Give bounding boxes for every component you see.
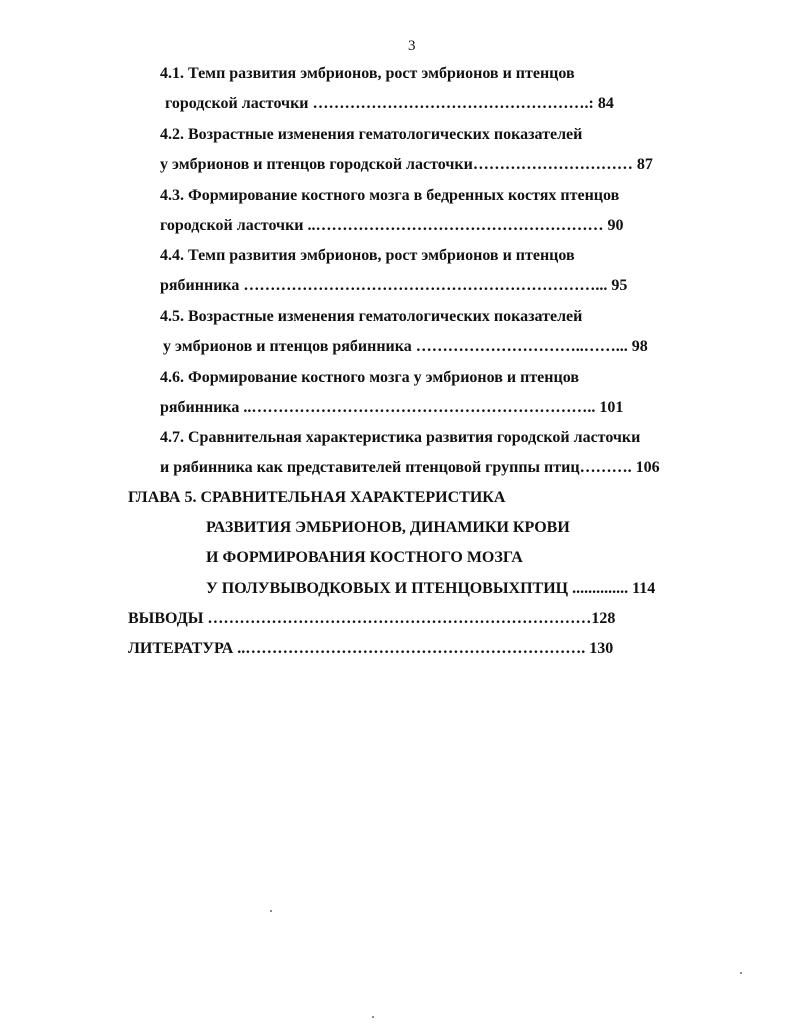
toc-line: городской ласточки ..……………………………………………… 90 xyxy=(160,217,624,234)
chapter-heading: РАЗВИТИЯ ЭМБРИОНОВ, ДИНАМИКИ КРОВИ xyxy=(206,519,570,536)
toc-line: 4.7. Сравнительная характеристика развития городской ласточки xyxy=(160,429,641,446)
toc-line: 4.1. Темп развития эмбрионов, рост эмбрионов и птенцов xyxy=(160,65,575,82)
page-number: 3 xyxy=(408,38,416,54)
chapter-heading: И ФОРМИРОВАНИЯ КОСТНОГО МОЗГА xyxy=(206,549,523,566)
scan-speck xyxy=(372,1016,374,1018)
scan-speck xyxy=(270,910,272,912)
toc-line: городской ласточки …………………………………………….: 84 xyxy=(165,95,614,112)
toc-line: 4.3. Формирование костного мозга в бедренных костях птенцов xyxy=(160,187,620,204)
toc-line: у эмбрионов и птенцов рябинника …………………………..……... 98 xyxy=(163,338,648,355)
toc-line-conclusions: ВЫВОДЫ ………………………………………………………………128 xyxy=(128,610,616,627)
chapter-heading: ГЛАВА 5. СРАВНИТЕЛЬНАЯ ХАРАКТЕРИСТИКА xyxy=(128,489,506,506)
chapter-heading: У ПОЛУВЫВОДКОВЫХ И ПТЕНЦОВЫХПТИЦ .............. 114 xyxy=(206,580,656,597)
toc-line: рябинника ..……………………………………………………….. 101 xyxy=(160,399,624,416)
toc-line: 4.5. Возрастные изменения гематологических показателей xyxy=(160,308,583,325)
toc-line: 4.2. Возрастные изменения гематологических показателей xyxy=(160,126,583,143)
toc-line: рябинника …………………………………………………………... 95 xyxy=(160,277,628,294)
toc-line: и рябинника как представителей птенцовой группы птиц………. 106 xyxy=(160,459,660,476)
scan-speck xyxy=(740,972,742,974)
toc-line-literature: ЛИТЕРАТУРА ..………………………………………………………. 130 xyxy=(128,640,614,657)
toc-line: 4.6. Формирование костного мозга у эмбрионов и птенцов xyxy=(160,369,579,386)
toc-line: 4.4. Темп развития эмбрионов, рост эмбрионов и птенцов xyxy=(160,247,575,264)
toc-line: у эмбрионов и птенцов городской ласточки………………………… 87 xyxy=(160,156,653,173)
